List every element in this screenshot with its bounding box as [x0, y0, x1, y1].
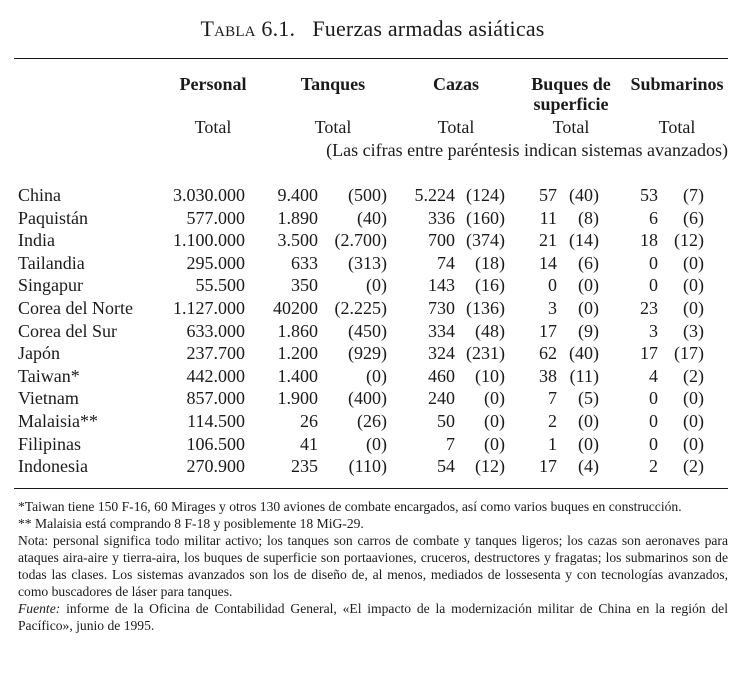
- submarinos-cell: 4: [649, 365, 658, 386]
- submarinos-avanzados-cell: (0): [683, 252, 704, 273]
- buques-cell: 57: [539, 185, 557, 205]
- buques-cell: 38: [539, 365, 557, 386]
- subheader-total-personal: Total: [194, 117, 232, 137]
- country-cell: Taiwan*: [18, 365, 80, 386]
- advanced-systems-note: (Las cifras entre paréntesis indican sistemas avanzados): [326, 140, 728, 160]
- submarinos-avanzados-cell: (12): [674, 230, 704, 251]
- cazas-cell: 54: [437, 456, 455, 477]
- tanques-avanzados-cell: (450): [348, 320, 387, 341]
- tanques-cell: 26: [300, 411, 318, 431]
- country-cell: Malaisia**: [18, 411, 98, 431]
- tanques-avanzados-cell: (400): [348, 388, 387, 409]
- header-submarinos: Submarinos: [630, 74, 724, 94]
- cazas-avanzados-cell: (18): [475, 252, 505, 273]
- table-row: [0, 342, 745, 364]
- top-rule: [14, 58, 728, 59]
- submarinos-avanzados-cell: (0): [683, 411, 704, 431]
- personal-cell: 633.000: [186, 320, 245, 341]
- tanques-cell: 9.400: [277, 185, 318, 205]
- table-row: [0, 455, 745, 477]
- submarinos-cell: 3: [649, 320, 658, 341]
- buques-avanzados-cell: (5): [578, 388, 599, 409]
- buques-avanzados-cell: (0): [578, 433, 599, 454]
- table-row: [0, 387, 745, 409]
- cazas-cell: 7: [446, 433, 455, 454]
- cazas-cell: 460: [428, 365, 455, 386]
- table-row: [0, 297, 745, 319]
- tanques-avanzados-cell: (500): [348, 185, 387, 205]
- cazas-avanzados-cell: (48): [475, 320, 505, 341]
- personal-cell: 295.000: [186, 252, 245, 273]
- submarinos-cell: 6: [649, 207, 658, 228]
- buques-avanzados-cell: (9): [578, 320, 599, 341]
- buques-avanzados-cell: (8): [578, 207, 599, 228]
- submarinos-cell: 23: [640, 298, 658, 318]
- buques-avanzados-cell: (4): [578, 456, 599, 477]
- country-cell: Indonesia: [18, 456, 88, 477]
- cazas-avanzados-cell: (0): [484, 411, 505, 431]
- footnote-fuente: [18, 600, 728, 634]
- submarinos-avanzados-cell: (0): [683, 298, 704, 318]
- buques-cell: 1: [548, 433, 557, 454]
- personal-cell: 1.127.000: [173, 298, 245, 318]
- personal-cell: 442.000: [186, 365, 245, 386]
- buques-cell: 7: [548, 388, 557, 409]
- table-row: [0, 433, 745, 455]
- buques-avanzados-cell: (14): [569, 230, 599, 251]
- personal-cell: 106.500: [186, 433, 245, 454]
- cazas-cell: 700: [428, 230, 455, 251]
- buques-avanzados-cell: (0): [578, 275, 599, 296]
- subheader-total-submarinos: Total: [658, 117, 696, 137]
- personal-cell: 237.700: [186, 343, 245, 364]
- cazas-avanzados-cell: (160): [466, 207, 505, 228]
- submarinos-avanzados-cell: (0): [683, 388, 704, 409]
- tanques-avanzados-cell: (0): [366, 275, 387, 296]
- tanques-cell: 633: [291, 252, 318, 273]
- tanques-cell: 40200: [273, 298, 318, 318]
- submarinos-cell: 2: [649, 456, 658, 477]
- table-row: [0, 229, 745, 251]
- buques-cell: 17: [539, 456, 557, 477]
- submarinos-cell: 53: [640, 185, 658, 205]
- tanques-avanzados-cell: (2.700): [334, 230, 387, 251]
- buques-cell: 17: [539, 320, 557, 341]
- buques-avanzados-cell: (6): [578, 252, 599, 273]
- footnote-rule: [14, 488, 728, 489]
- country-cell: India: [18, 230, 55, 251]
- subheader-total-buques: Total: [552, 117, 590, 137]
- tanques-cell: 350: [291, 275, 318, 296]
- personal-cell: 55.500: [195, 275, 245, 296]
- tanques-cell: 1.890: [277, 207, 318, 228]
- tanques-cell: 1.400: [277, 365, 318, 386]
- buques-cell: 2: [548, 411, 557, 431]
- personal-cell: 114.500: [187, 411, 245, 431]
- cazas-cell: 324: [428, 343, 455, 364]
- cazas-avanzados-cell: (16): [475, 275, 505, 296]
- cazas-avanzados-cell: (136): [466, 298, 505, 318]
- tanques-avanzados-cell: (110): [348, 456, 387, 477]
- submarinos-cell: 0: [649, 388, 658, 409]
- submarinos-cell: 0: [649, 275, 658, 296]
- table-row: [0, 320, 745, 342]
- tanques-avanzados-cell: (929): [348, 343, 387, 364]
- tanques-avanzados-cell: (26): [357, 411, 387, 431]
- cazas-cell: 50: [437, 411, 455, 431]
- table-row: [0, 207, 745, 229]
- cazas-cell: 336: [428, 207, 455, 228]
- cazas-cell: 730: [428, 298, 455, 318]
- country-cell: Singapur: [18, 275, 83, 296]
- country-cell: Corea del Norte: [18, 298, 133, 318]
- personal-cell: 270.900: [186, 456, 245, 477]
- country-cell: Japón: [18, 343, 60, 364]
- cazas-avanzados-cell: (12): [475, 456, 505, 477]
- tanques-avanzados-cell: (0): [366, 365, 387, 386]
- tanques-cell: 3.500: [277, 230, 318, 251]
- cazas-cell: 5.224: [414, 185, 455, 205]
- country-cell: Corea del Sur: [18, 320, 117, 341]
- footnote-taiwan: *Taiwan tiene 150 F-16, 60 Mirages y otros 130 aviones de combate encargados, así como varios buques en construcción.: [18, 499, 682, 514]
- tanques-cell: 1.860: [277, 320, 318, 341]
- submarinos-cell: 0: [649, 252, 658, 273]
- submarinos-avanzados-cell: (0): [683, 433, 704, 454]
- header-buques: [516, 74, 626, 114]
- country-cell: China: [18, 185, 61, 205]
- country-cell: Filipinas: [18, 433, 82, 454]
- cazas-avanzados-cell: (10): [475, 365, 505, 386]
- cazas-cell: 143: [428, 275, 455, 296]
- cazas-avanzados-cell: (0): [484, 433, 505, 454]
- buques-avanzados-cell: (40): [569, 185, 599, 205]
- buques-avanzados-cell: (0): [578, 411, 599, 431]
- buques-cell: 21: [539, 230, 557, 251]
- buques-cell: 14: [539, 252, 557, 273]
- submarinos-cell: 18: [640, 230, 658, 251]
- buques-avanzados-cell: (40): [569, 343, 599, 364]
- table-caption: [0, 16, 745, 42]
- table-title: Fuerzas armadas asiáticas: [312, 16, 545, 41]
- cazas-avanzados-cell: (0): [484, 388, 505, 409]
- tanques-avanzados-cell: (40): [357, 207, 387, 228]
- buques-avanzados-cell: (0): [578, 298, 599, 318]
- personal-cell: 1.100.000: [173, 230, 245, 251]
- submarinos-avanzados-cell: (6): [683, 207, 704, 228]
- personal-cell: 3.030.000: [173, 185, 245, 205]
- header-cazas: Cazas: [433, 74, 479, 94]
- tanques-avanzados-cell: (313): [348, 252, 387, 273]
- table-row: [0, 365, 745, 387]
- submarinos-cell: 0: [649, 411, 658, 431]
- tanques-cell: 1.200: [277, 343, 318, 364]
- tanques-cell: 235: [291, 456, 318, 477]
- country-cell: Paquistán: [18, 207, 88, 228]
- submarinos-avanzados-cell: (3): [683, 320, 704, 341]
- submarinos-avanzados-cell: (2): [683, 365, 704, 386]
- cazas-cell: 74: [437, 252, 455, 273]
- personal-cell: 857.000: [186, 388, 245, 409]
- fuente-text: informe de la Oficina de Contabilidad General, «El impacto de la modernización militar de China en la región del Pacífico», junio de 1995.: [18, 601, 728, 633]
- header-personal: Personal: [179, 74, 247, 94]
- table-label: Tabla 6.1.: [200, 16, 296, 41]
- submarinos-avanzados-cell: (2): [683, 456, 704, 477]
- table-row: [0, 252, 745, 274]
- buques-cell: 3: [548, 298, 557, 318]
- table-row: [0, 410, 745, 432]
- submarinos-avanzados-cell: (17): [674, 343, 704, 364]
- buques-avanzados-cell: (11): [569, 365, 599, 386]
- buques-cell: 11: [539, 207, 557, 228]
- table-row: [0, 274, 745, 296]
- buques-cell: 0: [548, 275, 557, 296]
- cazas-avanzados-cell: (374): [466, 230, 505, 251]
- table-row: [0, 184, 745, 206]
- submarinos-avanzados-cell: (7): [683, 185, 704, 205]
- footnote-malaisia: ** Malaisia está comprando 8 F-18 y posiblemente 18 MiG-29.: [18, 516, 364, 531]
- cazas-cell: 334: [428, 320, 455, 341]
- header-buques-line2: superficie: [533, 94, 609, 114]
- footnotes: [18, 498, 728, 634]
- subheader-total-tanques: Total: [314, 117, 352, 137]
- buques-cell: 62: [539, 343, 557, 364]
- country-cell: Tailandia: [18, 252, 85, 273]
- footnote-nota: Nota: personal significa todo militar activo; los tanques son carros de combate y tanques ligeros; los cazas son aeronaves para ataques aira-aire y tierra-aira, los buques de superficie son portaaviones, cruceros, destructores y fragatas; los submarinos son de todas las clases. Los sistemas avanzados son los de diseño de, al menos, mediados de lossesenta y con tecnologías avanzados, como buscadores de láser para tanques.: [18, 533, 728, 599]
- submarinos-avanzados-cell: (0): [683, 275, 704, 296]
- submarinos-cell: 0: [649, 433, 658, 454]
- header-tanques: Tanques: [300, 74, 366, 94]
- cazas-avanzados-cell: (231): [466, 343, 505, 364]
- personal-cell: 577.000: [186, 207, 245, 228]
- country-cell: Vietnam: [18, 388, 79, 409]
- cazas-avanzados-cell: (124): [466, 185, 505, 205]
- header-buques-line1: Buques de: [531, 74, 611, 94]
- cazas-cell: 240: [428, 388, 455, 409]
- submarinos-cell: 17: [640, 343, 658, 364]
- tanques-avanzados-cell: (2.225): [334, 298, 387, 318]
- tanques-avanzados-cell: (0): [366, 433, 387, 454]
- fuente-label: Fuente:: [18, 601, 61, 616]
- tanques-cell: 1.900: [277, 388, 318, 409]
- subheader-total-cazas: Total: [437, 117, 475, 137]
- tanques-cell: 41: [300, 433, 318, 454]
